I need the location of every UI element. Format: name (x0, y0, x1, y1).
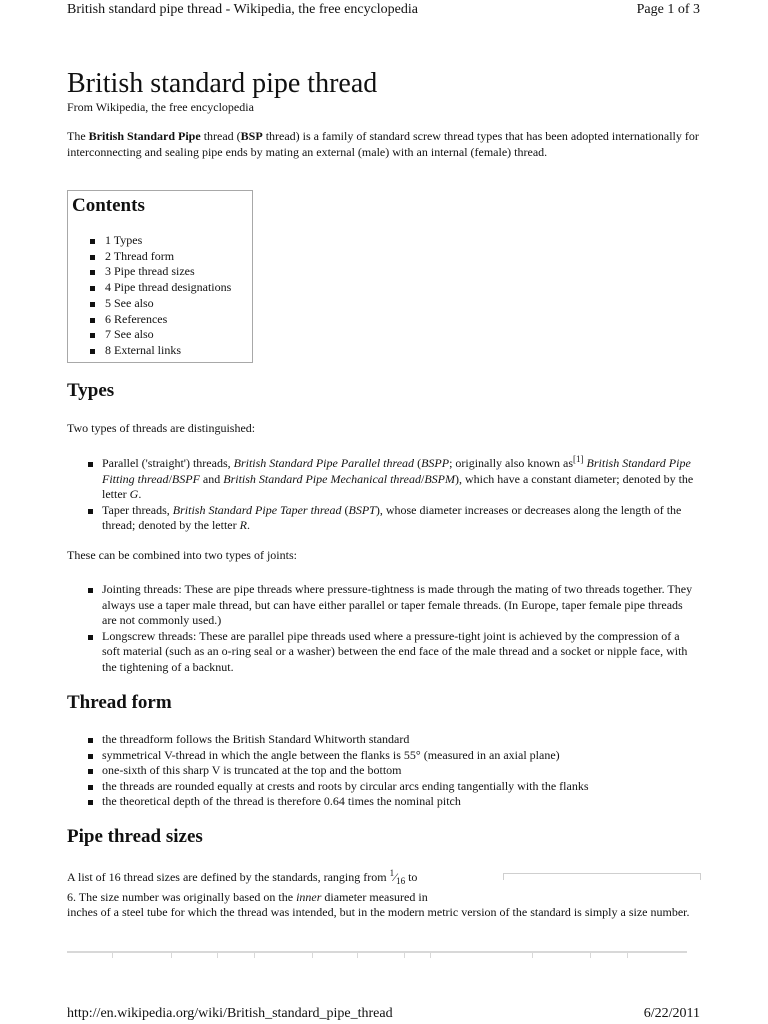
toc-item-external-links[interactable]: 8 External links (90, 343, 231, 359)
section-heading-thread-form: Thread form (67, 692, 172, 713)
list-item: the threads are rounded equally at crests and roots by circular arcs ending tangentially with the flanks (88, 779, 698, 795)
toc-item-pipe-thread-designations[interactable]: 4 Pipe thread designations (90, 280, 231, 296)
types-lead: Two types of threads are distinguished: (67, 421, 256, 435)
print-footer-url: http://en.wikipedia.org/wiki/British_standard_pipe_thread (67, 1006, 393, 1021)
toc-item-references[interactable]: 6 References (90, 312, 231, 328)
list-item-parallel: Parallel ('straight') threads, British Standard Pipe Parallel thread (BSPP; originally also known as[1] British Standard Pipe Fitting thread/BSPF and British Standard Pipe Mechanical thread/BSPM), which have a constant diameter; denoted by the letter G. (88, 456, 698, 503)
intro-paragraph: The British Standard Pipe thread (BSP thread) is a family of standard screw thread types that has been adopted internationally for interconnecting and sealing pipe ends by mating an external (male) with an internal (female) thread. (67, 129, 699, 159)
print-footer-date: 6/22/2011 (643, 1006, 700, 1021)
toc-item-see-also-2[interactable]: 7 See also (90, 327, 231, 343)
joints-lead: These can be combined into two types of joints: (67, 548, 297, 562)
joint-types-list (88, 582, 698, 675)
toc-title: Contents (72, 195, 145, 216)
thread-form-list (88, 732, 698, 810)
table-of-contents (67, 190, 253, 363)
table-top-edge (67, 951, 687, 958)
section-heading-types: Types (67, 380, 115, 401)
list-item: symmetrical V-thread in which the angle between the flanks is 55° (measured in an axial plane) (88, 748, 698, 764)
toc-item-types[interactable]: 1 Types (90, 233, 231, 249)
sizes-paragraph: A list of 16 thread sizes are defined by the standards, ranging from $^1⁄_{16}$ to 6. The size number was originally based on the inner diameter measured in inches of a steel tube for which the thread was intended, but in the modern metric version of the standard is simply a size number. (67, 868, 690, 919)
site-subtitle: From Wikipedia, the free encyclopedia (67, 100, 254, 114)
print-page-number: Page 1 of 3 (636, 2, 700, 17)
page-title: British standard pipe thread (67, 68, 378, 99)
list-item: the threadform follows the British Standard Whitworth standard (88, 732, 698, 748)
list-item: one-sixth of this sharp V is truncated at the top and the bottom (88, 763, 698, 779)
toc-item-thread-form[interactable]: 2 Thread form (90, 249, 231, 265)
list-item-longscrew: Longscrew threads: These are parallel pipe threads used where a pressure-tight joint is achieved by the compression of a soft material (such as an o-ring seal or a washer) between the end face of the male thread and a socket or nipple face, with the tightening of a backnut. (88, 629, 698, 676)
toc-item-see-also[interactable]: 5 See also (90, 296, 231, 312)
thread-types-list (88, 456, 698, 534)
toc-list (90, 233, 231, 359)
section-heading-pipe-thread-sizes: Pipe thread sizes (67, 826, 203, 847)
list-item-taper: Taper threads, British Standard Pipe Taper thread (BSPT), whose diameter increases or decreases along the length of the thread; denoted by the letter R. (88, 503, 698, 534)
list-item-jointing: Jointing threads: These are pipe threads where pressure-tightness is made through the mating of two threads together. They always use a taper male thread, but can have either parallel or taper female threads. (In Europe, taper female pipe threads are not commonly used.) (88, 582, 698, 629)
print-header-title: British standard pipe thread - Wikipedia, the free encyclopedia (67, 2, 418, 17)
list-item: the theoretical depth of the thread is therefore 0.64 times the nominal pitch (88, 794, 698, 810)
toc-item-pipe-thread-sizes[interactable]: 3 Pipe thread sizes (90, 264, 231, 280)
citation-link[interactable]: [1] (573, 454, 584, 464)
